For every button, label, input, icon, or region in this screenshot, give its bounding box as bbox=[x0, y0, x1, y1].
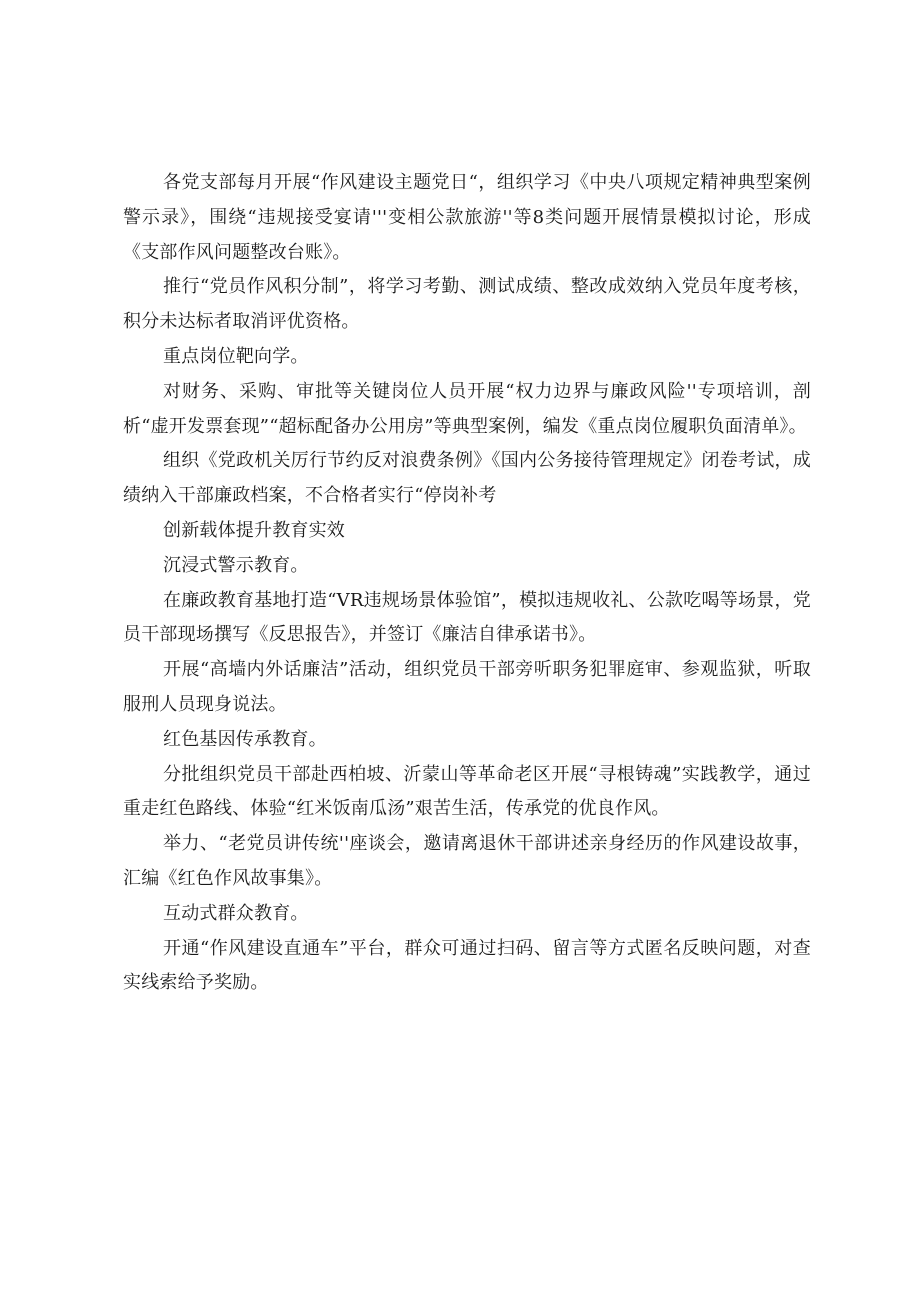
paragraph-veteran-forum: 举力、“老党员讲传统''座谈会，邀请离退休干部讲述亲身经历的作风建设故事，汇编《红色作风故事集》。 bbox=[123, 833, 811, 889]
paragraph-monthly-theme-day: 各党支部每月开展“作风建设主题党日“，组织学习《中央八项规定精神典型案例警示录》，围绕“违规接受宴请'''变相公款旅游''等8类问题开展情景模拟讨论，形成《支部作风问题整改台账》。 bbox=[123, 172, 811, 263]
paragraph-revolutionary-sites: 分批组织党员干部赴西柏坡、沂蒙山等革命老区开展“寻根铸魂”实践教学，通过重走红色路线、体验“红米饭南瓜汤”艰苦生活，传承党的优良作风。 bbox=[123, 763, 811, 820]
paragraph-heading-key-posts: 重点岗位靶向学。 bbox=[163, 345, 309, 367]
paragraph-key-posts-training: 对财务、采购、审批等关键岗位人员开展“权力边界与廉政风险''专项培训，剖析“虚开发票套现”“超标配备办公用房”等典型案例，编发《重点岗位履职负面清单》。 bbox=[123, 380, 811, 437]
paragraph-heading-interactive: 互动式群众教育。 bbox=[163, 902, 309, 924]
paragraph-closed-book-exam: 组织《党政机关厉行节约反对浪费条例》《国内公务接待管理规定》闭卷考试，成绩纳入干部廉政档案，不合格者实行“停岗补考 bbox=[123, 450, 811, 507]
paragraph-prison-visit: 开展“高墙内外话廉洁”活动，组织党员干部旁听职务犯罪庭审、参观监狱，听取服刑人员现身说法。 bbox=[123, 659, 811, 715]
paragraph-heading-innovation: 创新载体提升教育实效 bbox=[163, 519, 345, 541]
paragraph-points-system: 推行“党员作风积分制”，将学习考勤、测试成绩、整改成效纳入党员年度考核，积分未达标者取消评优资格。 bbox=[123, 276, 811, 333]
paragraph-public-platform: 开通“作风建设直通车”平台，群众可通过扫码、留言等方式匿名反映问题，对查实线索给予奖励。 bbox=[123, 937, 811, 994]
paragraph-heading-immersive: 沉浸式警示教育。 bbox=[163, 554, 309, 576]
document-body bbox=[123, 166, 811, 1001]
paragraph-vr-experience: 在廉政教育基地打造“VR违规场景体验馆”，模拟违规收礼、公款吃喝等场景，党员干部现场撰写《反思报告》，并签订《廉洁自律承诺书》。 bbox=[123, 589, 811, 646]
paragraph-heading-red-gene: 红色基因传承教育。 bbox=[163, 728, 327, 750]
